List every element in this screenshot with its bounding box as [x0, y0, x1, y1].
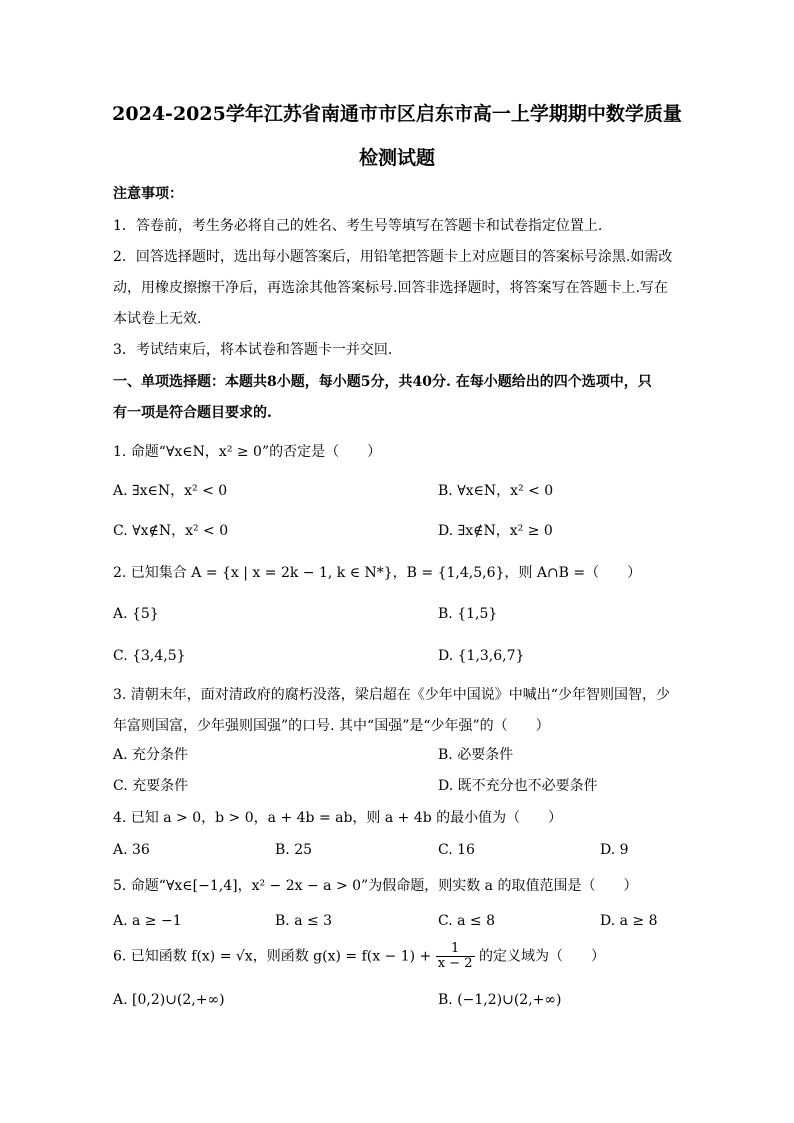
- question-1-option-b: B. ∀x∈N，x² < 0: [438, 483, 554, 499]
- question-3-option-a: A. 充分条件: [113, 747, 189, 763]
- question-6-fraction: [436, 942, 475, 971]
- notice-heading: 注意事项：: [113, 186, 183, 202]
- question-5-option-d: D. a ≥ 8: [600, 913, 658, 929]
- question-1-stem: 1. 命题“∀x∈N，x² ≥ 0”的否定是（ ）: [113, 444, 382, 460]
- question-4-stem: 4. 已知 a > 0，b > 0，a + 4b = ab，则 a + 4b 的最小值为（ ）: [113, 810, 563, 826]
- question-6-stem: [113, 942, 605, 971]
- exam-title-line2: 检测试题: [358, 147, 435, 169]
- notice-item-1: 1．答卷前，考生务必将自己的姓名、考生号等填写在答题卡和试卷指定位置上.: [113, 218, 603, 234]
- question-2-option-c: C. {3,4,5}: [113, 648, 186, 664]
- question-5-option-c: C. a ≤ 8: [438, 913, 495, 929]
- question-5-option-b: B. a ≤ 3: [275, 913, 333, 929]
- notice-item-3: 3．考试结束后，将本试卷和答题卡一并交回.: [113, 342, 393, 358]
- notice-item-2-line2: 动，用橡皮擦擦干净后，再选涂其他答案标号.回答非选择题时，将答案写在答题卡上.写在: [113, 280, 668, 296]
- question-1-option-d: D. ∃x∉N，x² ≥ 0: [438, 523, 553, 539]
- question-2-option-a: A. {5}: [113, 606, 159, 622]
- question-5-stem: 5. 命题“∀x∈[−1,4]，x² − 2x − a > 0”为假命题，则实数 a 的取值范围是（ ）: [113, 878, 638, 894]
- question-4-option-c: C. 16: [438, 842, 475, 858]
- question-1-option-a: A. ∃x∈N，x² < 0: [113, 483, 228, 499]
- question-6-stem-post: 的定义域为（ ）: [478, 948, 605, 965]
- section-1-heading-line1: 一、单项选择题：本题共8小题，每小题5分，共40分. 在每小题给出的四个选项中，只: [113, 374, 652, 390]
- question-4-option-b: B. 25: [275, 842, 313, 858]
- question-2-stem: 2. 已知集合 A = {x | x = 2k − 1, k ∈ N*}，B = {1,4,5,6}，则 A∩B =（ ）: [113, 565, 642, 581]
- question-6-stem-pre: 6. 已知函数 f(x) = √x，则函数 g(x) = f(x − 1) +: [113, 948, 432, 965]
- question-6-option-b: B. (−1,2)∪(2,+∞): [438, 992, 562, 1008]
- question-2-option-d: D. {1,3,6,7}: [438, 648, 525, 664]
- question-3-stem-line1: 3. 清朝末年，面对清政府的腐朽没落，梁启超在《少年中国说》中喊出“少年智则国智，少: [113, 687, 670, 703]
- question-4-option-a: A. 36: [113, 842, 150, 858]
- question-1-option-c: C. ∀x∉N，x² < 0: [113, 523, 229, 539]
- question-3-option-c: C. 充要条件: [113, 778, 189, 794]
- question-3-stem-line2: 年富则国富，少年强则国强”的口号. 其中“国强”是“少年强”的（ ）: [113, 718, 550, 734]
- exam-title-line1: 2024-2025学年江苏省南通市市区启东市高一上学期期中数学质量: [112, 103, 682, 125]
- question-2-option-b: B. {1,5}: [438, 606, 498, 622]
- question-6-fraction-denominator: x − 2: [437, 956, 473, 971]
- section-1-heading-line2: 有一项是符合题目要求的.: [113, 405, 272, 421]
- question-3-option-d: D. 既不充分也不必要条件: [438, 778, 598, 794]
- notice-item-2-line1: 2．回答选择题时，选出每小题答案后，用铅笔把答题卡上对应题目的答案标号涂黑.如需改: [113, 249, 673, 265]
- question-4-option-d: D. 9: [600, 842, 629, 858]
- question-5-option-a: A. a ≥ −1: [113, 913, 182, 929]
- question-3-option-b: B. 必要条件: [438, 747, 514, 763]
- question-6-option-a: A. [0,2)∪(2,+∞): [113, 992, 225, 1008]
- notice-item-2-line3: 本试卷上无效.: [113, 311, 202, 327]
- question-6-fraction-numerator: 1: [436, 942, 475, 957]
